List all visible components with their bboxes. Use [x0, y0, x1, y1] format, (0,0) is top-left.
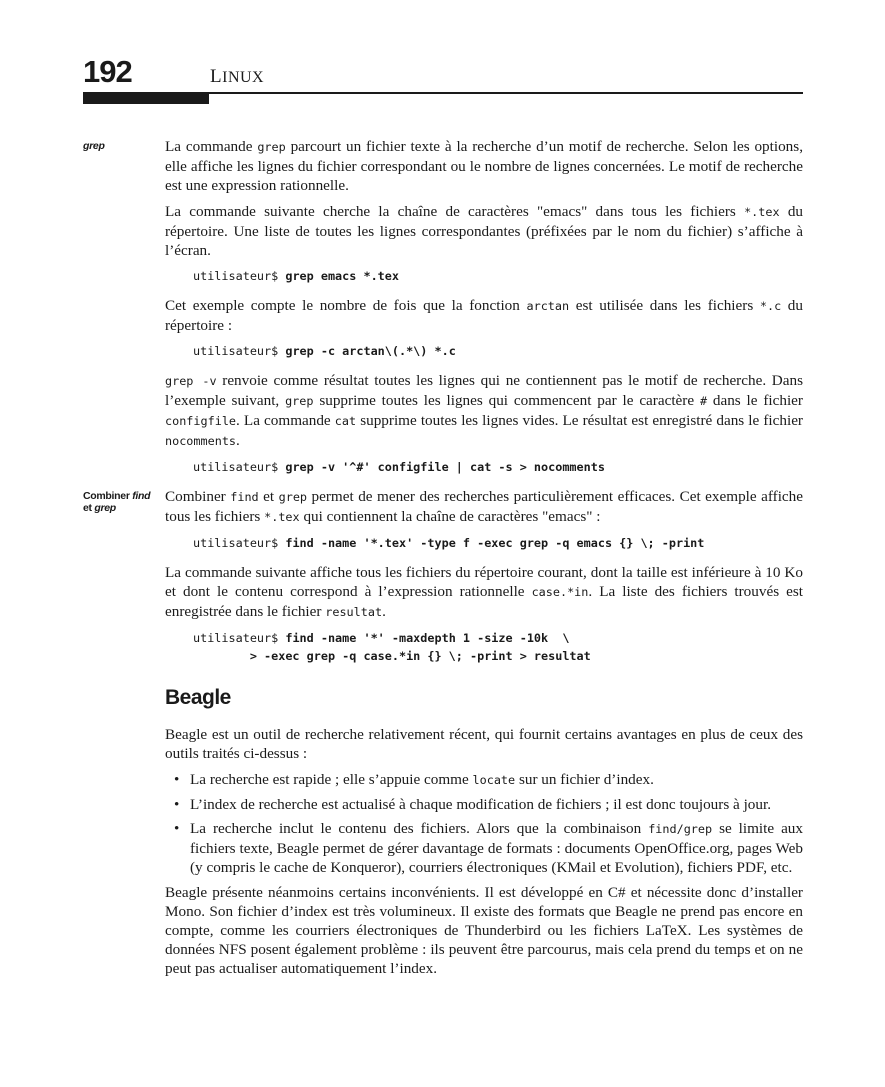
paragraph: La commande grep parcourt un fichier texte à la recherche d’un motif de recherche. Selon les options, elle affiche les lignes du fichier correspondant ou le nombre de lignes concernées. Le motif de recherche est une expression rationnelle.: [165, 138, 803, 194]
paragraph: La commande suivante cherche la chaîne de caractères "emacs" dans tous les fichiers *.tex du répertoire. Une liste de toutes les lignes correspondantes (préfixées par le nom du fichier) s’affiche à l’écran.: [165, 203, 804, 259]
paragraph: Beagle présente néanmoins certains inconvénients. Il est développé en C# et nécessite donc d’installer Mono. Son fichier d’index est très volumineux. Il existe des formats que Beagle ne prend pas encore en compte, comme les courriers électroniques de Thunderbird ou les fichiers LaTeX. Les systèmes de données NFS posent également problème : ils peuvent être parcourus, mais cela prend du temps et on ne peut pas actualiser automatiquement l’index.: [165, 884, 803, 977]
list-item: • La recherche est rapide ; elle s’appuie comme locate sur un fichier d’index.: [174, 771, 654, 788]
page-header: [83, 52, 803, 106]
shell-prompt: utilisateur$: [193, 536, 286, 550]
shell-prompt: utilisateur$: [193, 344, 286, 358]
running-title-cap: L: [210, 66, 223, 87]
combiner-section: [83, 487, 803, 665]
grep-section: [83, 137, 803, 476]
shell-prompt: utilisateur$: [193, 460, 286, 474]
shell-prompt: utilisateur$: [193, 269, 286, 283]
list-item: • La recherche inclut le contenu des fichiers. Alors que la combinaison find/grep se limite aux fichiers texte, Beagle permet de gérer davantage de formats : documents OpenOffice.org, pages Web (y compris le cache de Konqueror), courriers électroniques (KMail et Evolution), fichiers PDF, etc.: [174, 820, 803, 876]
running-title-rest: INUX: [222, 69, 265, 86]
command-example: [193, 267, 803, 285]
beagle-section: [83, 685, 803, 978]
command-example: [193, 534, 803, 552]
header-rule-block: [83, 94, 209, 104]
running-title: [210, 66, 264, 88]
inline-code: grep: [257, 140, 286, 154]
paragraph: Beagle est un outil de recherche relativement récent, qui fournit certains avantages en plus de ceux des outils traités ci-dessus :: [165, 726, 803, 762]
shell-command: find -name '*' -maxdepth 1 -size -10k \: [285, 631, 570, 645]
command-example: [193, 629, 803, 665]
inline-code: *.tex: [744, 205, 780, 219]
section-title: Beagle: [165, 686, 231, 709]
shell-prompt: utilisateur$: [193, 631, 286, 645]
shell-command: grep -v '^#' configfile | cat -s > nocomments: [285, 460, 605, 474]
page-number: 192: [83, 54, 132, 89]
page-content: [83, 137, 803, 985]
paragraph: Cet exemple compte le nombre de fois que la fonction arctan est utilisée dans les fichiers *.c du répertoire :: [165, 297, 803, 334]
shell-command: grep emacs *.tex: [285, 269, 399, 283]
command-example: [193, 342, 803, 360]
margin-note-grep: grep: [83, 140, 105, 152]
paragraph: La commande suivante affiche tous les fichiers du répertoire courant, dont la taille est inférieure à 10 Ko et dont le contenu correspond à l’expression rationnelle case.*in. La liste des fichiers trouvés est enregistrée dans le fichier resultat.: [165, 564, 804, 620]
shell-command: grep -c arctan\(.*\) *.c: [285, 344, 456, 358]
paragraph: Combiner find et grep permet de mener des recherches particulièrement efficaces. Cet exemple affiche tous les fichiers *.tex qui contiennent la chaîne de caractères "emacs" :: [165, 488, 803, 525]
shell-command: find -name '*.tex' -type f -exec grep -q emacs {} \; -print: [285, 536, 705, 550]
bullet-list: [165, 770, 803, 877]
command-example: [193, 458, 803, 476]
list-item: • L’index de recherche est actualisé à chaque modification de fichiers ; il est donc toujours à jour.: [174, 796, 771, 813]
paragraph: grep -v renvoie comme résultat toutes les lignes qui ne contiennent pas le motif de recherche. Dans l’exemple suivant, grep supprime toutes les lignes qui commencent par le caractère # dans le fichier configfile. La commande cat supprime toutes les lignes vides. Le résultat est enregistré dans le fichier nocomments.: [165, 372, 803, 449]
margin-note-combiner: Combiner find et grep: [83, 490, 151, 514]
shell-command-continuation: > -exec grep -q case.*in {} \; -print > resultat: [193, 649, 591, 663]
